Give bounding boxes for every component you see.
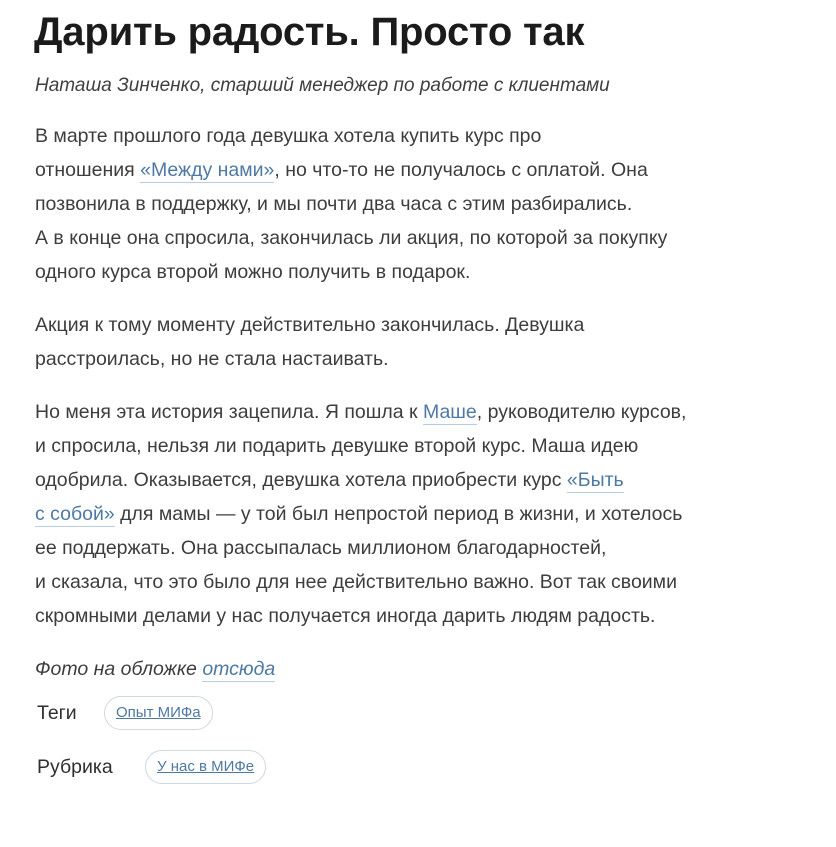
text-fragment: отношения (35, 159, 141, 181)
paragraph-3-line-5: ее поддержать. Она рассыпалась миллионом благодарностей, (35, 537, 607, 559)
text-fragment: одобрила. Оказывается, девушка хотела приобрести курс (35, 469, 567, 491)
paragraph-2-line-2: расстроилась, но не стала настаивать. (35, 348, 389, 370)
paragraph-2-line-1: Акция к тому моменту действительно закончилась. Девушка (35, 314, 585, 336)
photo-credit-text: Фото на обложке (35, 658, 203, 680)
text-fragment: , руководителю курсов, (476, 401, 687, 423)
paragraph-3-line-1 (35, 395, 795, 429)
course-link-mezhdu-nami[interactable]: «Между нами» (140, 159, 275, 181)
paragraph-1 (35, 119, 795, 289)
photo-source-link[interactable]: отсюда (202, 658, 276, 680)
course-link-byt-s-soboy-cont[interactable]: с собой» (35, 503, 115, 525)
paragraph-3-line-7: скромными делами у нас получается иногда дарить людям радость. (35, 605, 656, 627)
paragraph-3-line-6: и сказала, что это было для нее действительно важно. Вот так своими (35, 571, 677, 593)
paragraph-1-line-4: А в конце она спросила, закончилась ли акция, по которой за покупку (35, 227, 668, 249)
paragraph-3-line-2: и спросила, нельзя ли подарить девушке второй курс. Маша идею (35, 435, 639, 457)
tags-row (35, 694, 795, 732)
paragraph-3-line-4 (35, 497, 795, 531)
text-fragment: Но меня эта история зацепила. Я пошла к (35, 401, 423, 423)
photo-credit (35, 652, 795, 686)
text-fragment: для мамы — у той был непростой период в жизни, и хотелось (114, 503, 683, 525)
paragraph-1-line-3: позвонила в поддержку, и мы почти два часа с этим разбирались. (35, 193, 633, 215)
paragraph-2 (35, 308, 795, 376)
course-link-byt-s-soboy[interactable]: «Быть (566, 469, 624, 491)
paragraph-3 (35, 395, 795, 633)
rubric-label: Рубрика (37, 755, 113, 778)
text-fragment: , но что-то не получалось с оплатой. Она (274, 159, 648, 181)
tag-pill-opyt-mifa[interactable]: Опыт МИФа (104, 696, 213, 730)
person-link-masha[interactable]: Маше (422, 401, 477, 423)
article-title: Дарить радость. Просто так (34, 10, 585, 54)
article-author: Наташа Зинченко, старший менеджер по работе с клиентами (35, 75, 610, 96)
paragraph-1-line-5: одного курса второй можно получить в подарок. (35, 261, 471, 283)
tags-label: Теги (37, 701, 77, 724)
paragraph-3-line-3 (35, 463, 795, 497)
rubric-row (35, 748, 795, 786)
paragraph-1-line-2 (35, 153, 795, 187)
paragraph-1-line-1: В марте прошлого года девушка хотела купить курс про (35, 125, 542, 147)
rubric-pill-u-nas-v-mife[interactable]: У нас в МИФе (145, 750, 266, 784)
